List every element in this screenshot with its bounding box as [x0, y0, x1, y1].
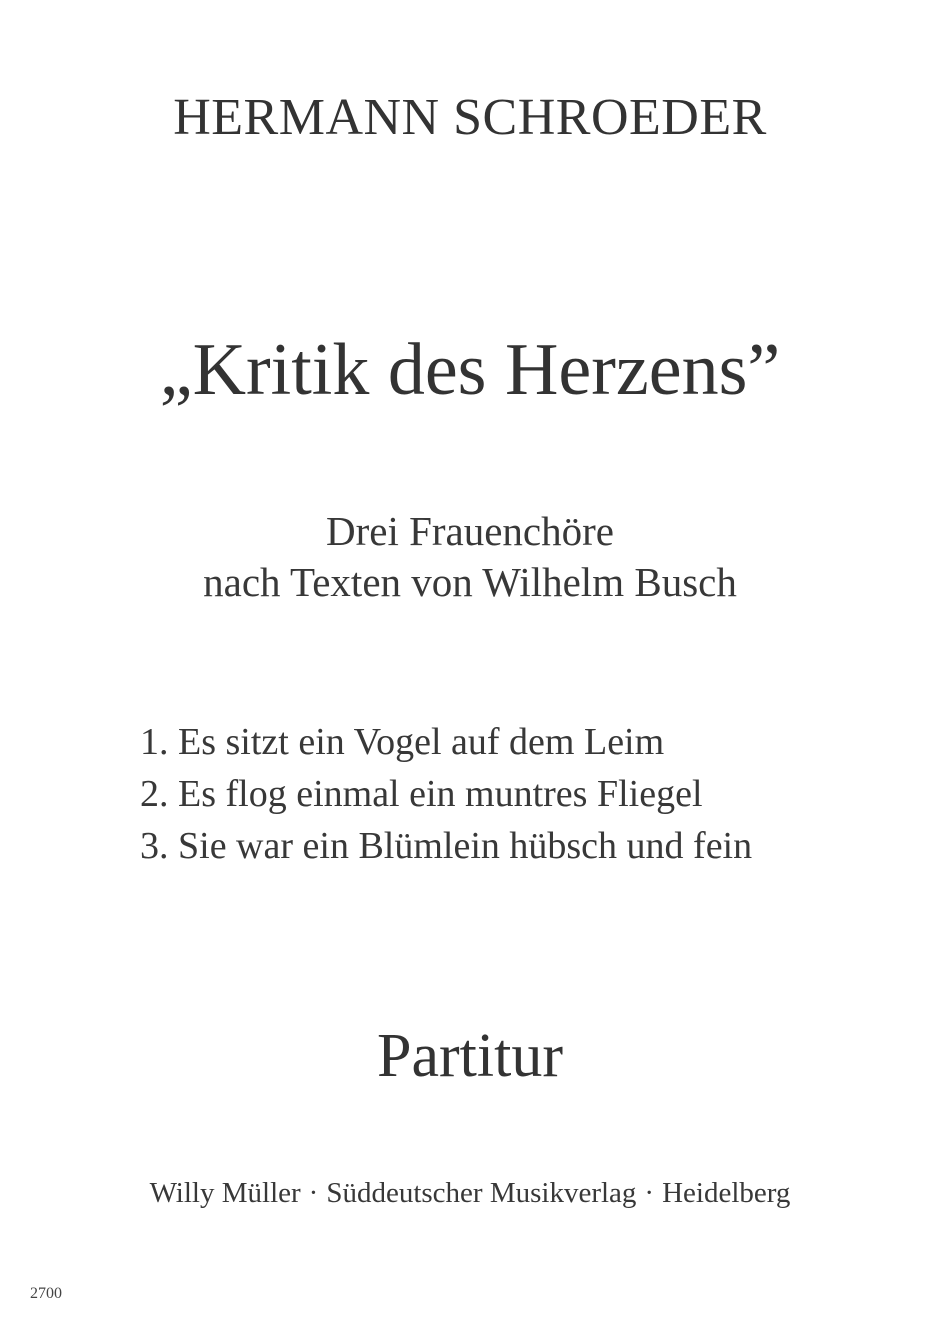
song-number: 3.: [140, 825, 169, 867]
separator-dot: ·: [308, 1177, 319, 1209]
subtitle-line-2: nach Texten von Wilhelm Busch: [203, 559, 737, 605]
song-title: Sie war ein Blümlein hübsch und fein: [178, 825, 753, 867]
song-number: 1.: [140, 721, 169, 763]
song-number: 2.: [140, 773, 169, 815]
separator-dot: ·: [644, 1177, 655, 1209]
song-item: [140, 716, 900, 768]
score-type: Partitur: [377, 1022, 563, 1090]
publisher-name: Willy Müller: [149, 1177, 301, 1209]
song-item: [140, 768, 900, 820]
publisher-city: Heidelberg: [662, 1177, 791, 1209]
plate-number: 2700: [30, 1285, 62, 1302]
work-subtitle: [0, 506, 940, 608]
song-title: Es sitzt ein Vogel auf dem Leim: [178, 721, 665, 763]
song-list: [140, 716, 900, 872]
subtitle-line-1: Drei Frauenchöre: [325, 508, 614, 554]
song-title: Es flog einmal ein muntres Fliegel: [178, 773, 703, 815]
composer-name: HERMANN SCHROEDER: [173, 89, 767, 146]
song-item: [140, 820, 900, 872]
publisher-line: [0, 1174, 940, 1212]
publisher-house: Süddeutscher Musikverlag: [326, 1177, 637, 1209]
work-title: „Kritik des Herzens”: [159, 329, 781, 411]
